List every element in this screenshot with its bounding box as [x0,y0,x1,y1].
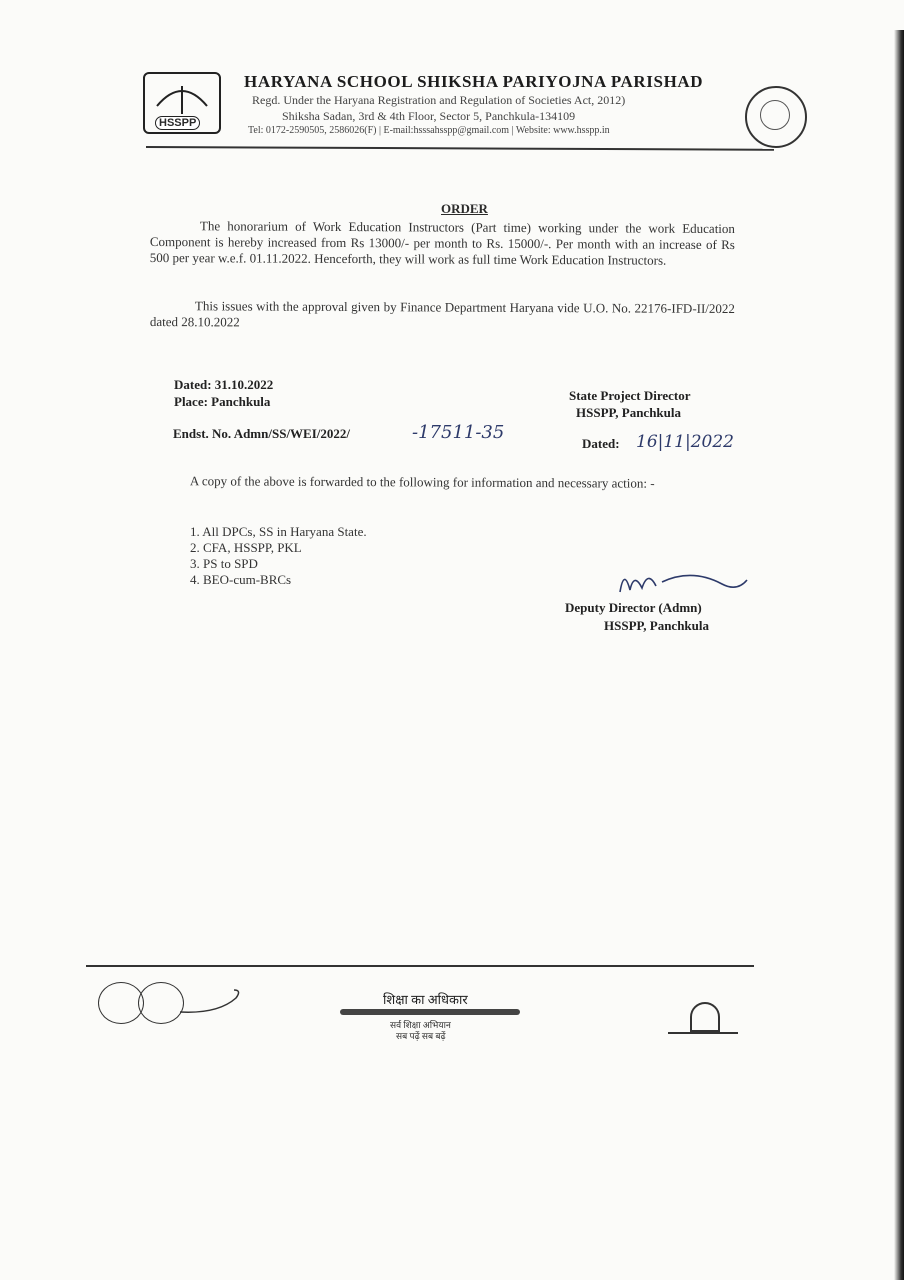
list-item: 3. PS to SPD [190,556,258,571]
copy-forward-text: A copy of the above is forwarded to the following for information and necessary action: - [189,473,655,491]
footer-center-sub1: सर्व शिक्षा अभियान [390,1020,451,1030]
footer-center-title: शिक्षा का अधिकार [383,992,468,1007]
deputy-title: Deputy Director (Admn) [565,600,702,615]
footer-center-sub2: सब पढ़ें सब बढ़ें [396,1031,446,1041]
face-icon [760,100,790,130]
endorsement-date-handwritten: 16|11|2022 [636,432,734,452]
footer-divider [86,965,754,967]
order-place: Place: Panchkula [174,394,271,409]
logo-label: HSSPP [155,116,200,130]
umbrella-icon [147,76,217,116]
list-item: 1. All DPCs, SS in Haryana State. [190,524,367,539]
page-edge-shadow [894,30,904,1280]
deputy-office: HSSPP, Panchkula [604,618,710,633]
endorsement-dated-label: Dated: [582,436,620,451]
order-title: ORDER [441,201,488,216]
footer-right-logo [668,992,738,1034]
pencil-icon [340,1009,520,1015]
hsspp-logo [143,72,221,134]
list-item: 4. BEO-cum-BRCs [190,572,292,587]
address-line: Shiksha Sadan, 3rd & 4th Floor, Sector 5, Panchkula-134109 [282,109,576,123]
order-paragraph-2: This issues with the approval given by Finance Department Haryana vide U.O. No. 22176-IFD-II/2022 dated 28.10.2022 [149,298,735,330]
footer-swoosh-icon [178,986,244,1016]
order-date: Dated: 31.10.2022 [174,377,274,392]
contact-line: Tel: 0172-2590505, 2586026(F) | E-mail:hsssahsspp@gmail.com | Website: www.hsspp.in [248,125,610,136]
endorsement-number-handwritten: -17511-35 [412,422,505,443]
recipient-list [190,524,367,588]
endorsement-number: Endst. No. Admn/SS/WEI/2022/ [173,426,351,441]
registration-line: Regd. Under the Haryana Registration and Regulation of Societies Act, 2012) [252,93,626,107]
list-item: 2. CFA, HSSPP, PKL [190,540,302,555]
order-paragraph-1: The honorarium of Work Education Instructors (Part time) working under the work Education Component is hereby increased from Rs 13000/- per month to Rs. 15000/-. Per month with an increase of Rs 500 per year w.e.f. 01.11.2022. Henceforth, they will work as full time Work Education Instructors. [149,218,735,268]
signatory-office: HSSPP, Panchkula [576,405,682,420]
header-divider [146,146,774,151]
signatory-title: State Project Director [569,388,691,403]
org-name: HARYANA SCHOOL SHIKSHA PARIYOJNA PARISHAD [244,72,704,91]
